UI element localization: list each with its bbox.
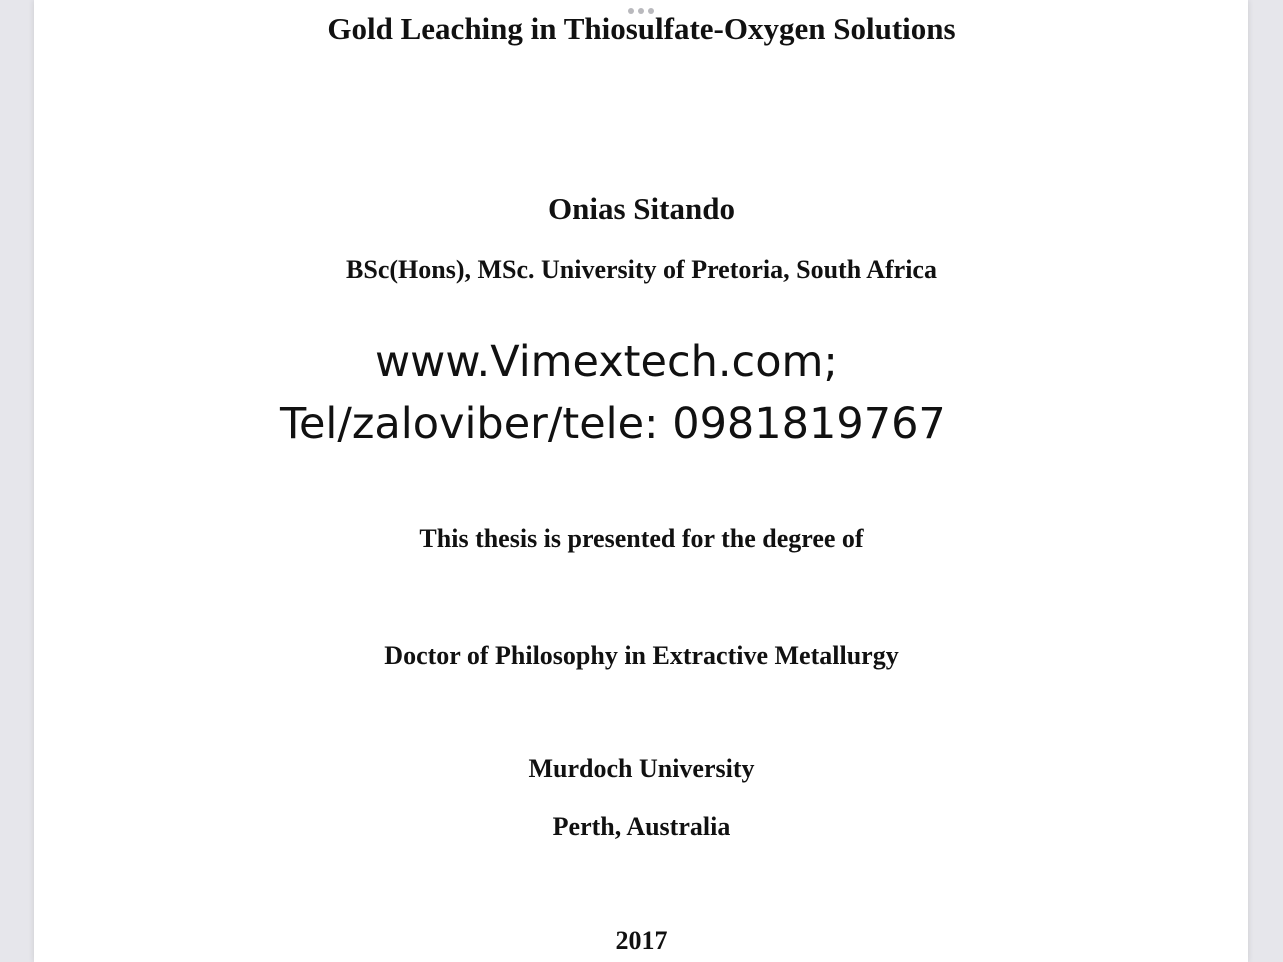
thesis-year: 2017 (615, 926, 668, 955)
watermark-phone: Tel/zaloviber/tele: 0981819767 (280, 399, 946, 449)
degree-name: Doctor of Philosophy in Extractive Metallurgy (384, 641, 899, 670)
university-location: Perth, Australia (552, 812, 731, 841)
presented-statement: This thesis is presented for the degree of (419, 524, 864, 553)
watermark-website: www.Vimextech.com; (375, 337, 838, 387)
author-degrees: BSc(Hons), MSc. University of Pretoria, South Africa (346, 255, 937, 284)
university-name: Murdoch University (528, 754, 755, 783)
author-name: Onias Sitando (548, 191, 735, 226)
thesis-title: Gold Leaching in Thiosulfate-Oxygen Solutions (327, 11, 956, 46)
